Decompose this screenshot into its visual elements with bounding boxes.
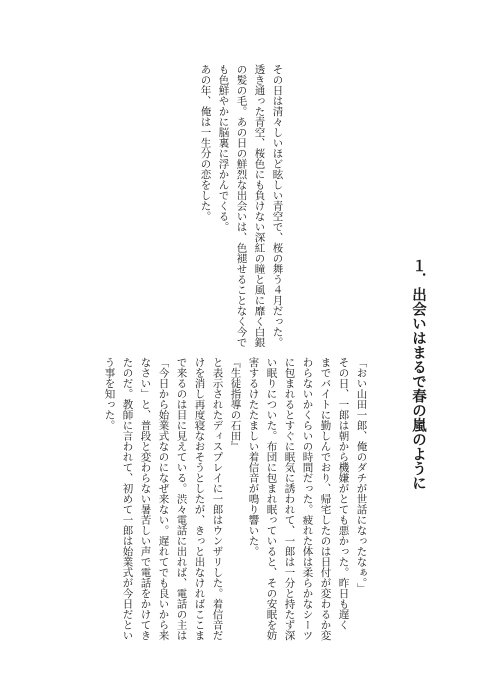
body-line: なさい」と、普段と変わらない暑苦しい声で電話をかけてき: [139, 357, 152, 641]
prologue-line: あの年、俺は一生分の恋をした。: [199, 64, 212, 222]
prologue-line: 透き通った青空、桜色にも負けない深紅の瞳と風に靡く白銀: [253, 64, 266, 348]
body-line: その日、一郎は朝から機嫌がとても悪かった。昨日も遅く: [337, 357, 350, 630]
prologue-line: その日は清々しいほど眩しい青空で、桜の舞う４月だった。: [271, 64, 284, 348]
body-line: たのだ。教師に言われて、初めて一郎は始業式が今日だとい: [121, 357, 134, 641]
body-line: と表示されたディスプレイに一郎はウンザリした。着信音だ: [211, 357, 224, 641]
chapter-title: １．出会いはまるで春の嵐のように: [410, 258, 426, 490]
body-line: う事を知った。: [103, 357, 116, 431]
body-line: に包まれるとすぐに眠気に誘われて、一郎は一分と持たず深: [283, 357, 296, 641]
body-line: 「今日から始業式なのになぜ来ない。遅れてでも良いから来: [157, 357, 170, 641]
body-line: で来るのは目に見えている。渋々電話に出れば、電話の主は: [175, 357, 188, 641]
body-line: 「おい山田一郎、俺のダチが世話になったなぁ。」: [355, 357, 368, 594]
body-line: けを消し再度寝なおそうとしたが、きっと出なければここま: [193, 357, 206, 641]
body-line: い眠りについた。布団に包まれ眠っていると、その安眠を妨: [265, 357, 278, 641]
body-line: までバイトに勤しんでおり、帰宅したのは日付が変わるか変: [319, 357, 332, 641]
body-line: 『生徒指導の石田』: [229, 357, 242, 452]
body-line: わらないかくらいの時間だった。疲れた体は柔らかなシーツ: [301, 357, 314, 641]
body-line: 害するけたたましい着信音が鳴り響いた。: [247, 357, 260, 557]
prologue-line: も色鮮やかに脳裏に浮かんでくる。: [217, 64, 230, 232]
prologue-line: の髪の毛。あの日の鮮烈な出会いは、色褪せることなく今で: [235, 64, 248, 348]
